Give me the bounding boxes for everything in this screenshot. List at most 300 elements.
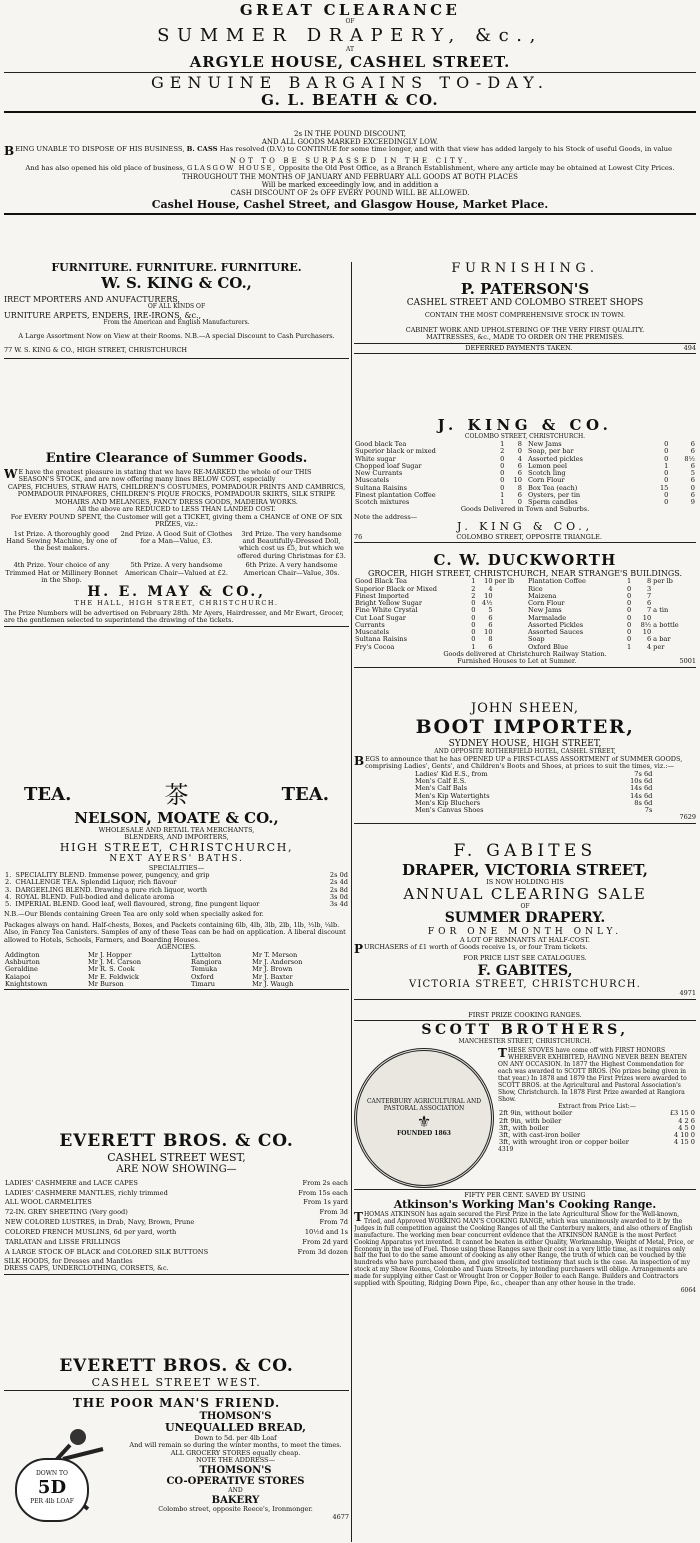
duck-price-cell [652,593,696,600]
duck-price-cell: Corn Flour [528,600,565,608]
duck-price-cell: 4 [646,643,652,651]
cass-l8: CASH DISCOUNT OF 2s OFF EVERY POUND WILL BE ALLOWED. [230,188,470,197]
duck-price-cell: 0 [626,592,632,600]
sheen-item-cell: 14s 6d [630,792,653,800]
duck-price-cell: 6 [488,643,493,651]
duck-price-cell [652,615,696,622]
sheen-item [414,778,653,785]
duck-price-cell: per lb [494,578,515,586]
sheen-num: 7629 [679,813,696,822]
agency-row-cell: Mr J. Baxter [252,973,293,981]
jking-price-cell: 9 [690,499,695,507]
duck-price-cell: Good Black Tea [355,578,407,586]
jking-price-cell: 0 [690,484,695,492]
seal-icon: ⚜ [416,1111,432,1131]
duck-price-cell: 10 [484,578,493,586]
everett-name2: EVERETT BROS. & CO. [59,1357,294,1376]
everett-item-cell: From 1s yard [303,1198,348,1207]
agency-row-cell: Mr E. Feldwick [87,973,139,981]
tea-agencies-table [4,952,349,988]
jking-price-cell: 0 [664,470,669,478]
everett-item-cell: LADIES' CASHMERE and LACE CAPES [5,1178,138,1187]
duck-price-cell: Plantation Coffee [528,578,586,586]
jking-price [354,492,523,499]
association-seal [354,1048,494,1188]
duck-price-cell [494,586,523,593]
jking-price-cell: Assorted pickles [528,455,583,463]
tea-item-cell: 1. [5,872,12,880]
agency-row [4,966,349,973]
sheen-l2: BOOT IMPORTER, [415,715,635,738]
may-p3: All the above are REDUCED to LESS THAN LANDED COST. [77,505,276,514]
duck-price-cell: 2 [471,585,476,593]
jking-price-cell: Lemon peel [528,462,567,470]
thomson-l10: BAKERY [211,1494,260,1506]
everett-item-cell: From 2d yard [302,1238,348,1247]
duck-price-cell: 5 [488,607,493,615]
tea-name: NELSON, MOATE & CO., [74,808,279,827]
tea-item [4,872,349,879]
tea-item-cell: ROYAL BLEND. Full-bodied and delicate aroma [15,893,175,901]
duck-price-cell: 1 [471,578,476,586]
gabites-ad: F. GABITES DRAPER, VICTORIA STREET, IS NOW HOLDING HIS ANNUAL CLEARING SALE OF SUMMER DRAPERY. FOR ONE MONTH ONLY. A LOT OF REMNANTS AT HALF-COST. PURCHASERS of £1 worth of Goods receive 1s, or four Tram tickets. FOR PRICE LIST SEE CATALOGUES. F. GABITES, VICTORIA STREET, CHRISTCHURCH. 4971 [354,842,696,1012]
king-l5: URNITURE ARPETS, ENDERS, IRE-IRONS, &c., [4,310,202,320]
sheen-item [414,800,653,807]
paterson-num: 494 [683,343,696,352]
jking-price-cell: Scotch ling [528,470,566,478]
jking-name: J. KING & CO. [437,417,613,434]
may-p4: For EVERY POUND SPENT, the Customer will get a TICKET, giving them a CHANCE of ONE OF SIX PRIZES, viz.: [10,512,343,529]
scott-price-cell: 4 15 0 [674,1139,695,1147]
gabites-l10: FOR PRICE LIST SEE CATALOGUES. [463,954,587,963]
tea-item-cell: IMPERIAL BLEND. Good leaf, well flavoured, strong, fine pungent liquor [15,901,260,909]
scott-price [498,1110,696,1117]
duck-price [354,607,523,614]
cass-ad: 2s IN THE POUND DISCOUNT, AND ALL GOODS MARKED EXCEEDINGLY LOW. BEING UNABLE TO DISPOSE OF HIS BUSINESS, B. CASS Has resolved (D.V.) to CONTINUE for some time longer, and with that view has added largely to his Stock of useful Goods, in value NOT TO BE SURPASSED IN THE CITY. And has also opened his old place of business, GLASGOW HOUSE, Opposite the Old Post Office, as a Branch Establishment, where any article may be obtained at Lowest City Prices. THROUGHOUT THE MONTHS OF JANUARY AND FEBRUARY ALL GOODS AT BOTH PLACES Will be marked exceedingly low, and in addition a CASH DISCOUNT OF 2s OFF EVERY POUND WILL BE ALLOWED. Cashel House, Cashel Street, and Glasgow House, Market Place. [4,130,696,260]
duck-price-cell: 0 [471,636,476,644]
duck-price-cell: 0 [626,636,632,644]
scott-price-cell: 2ft 9in, with boiler [499,1117,562,1125]
everett-ad [4,1132,349,1357]
agency-row-cell: Mr J. M. Carson [87,959,141,967]
thomson-l8: CO-OPERATIVE STORES [166,1476,305,1488]
duck-price-cell: a tin [653,607,669,615]
duck-price-cell: New Jams [528,607,562,615]
tea-nb: N.B.—Our Blends containing Green Tea are only sold when specially asked for. [4,910,264,919]
prize-5: 5th Prize. A very handsome American Chair—Valued at £2. [124,561,229,577]
jking-price-cell: Superior black or mixed [355,448,436,456]
beath-l3: SUMMER DRAPERY, &c., [157,25,543,47]
sheen-item-cell: Men's Calf Bals [415,785,468,793]
sheen-item-cell: Men's Canvas Shoes [415,807,484,815]
paterson-l6: MATTRESSES, &c., MADE TO ORDER ON THE PREMISES. [426,333,624,342]
sheen-item [414,793,653,800]
scott-price-table [498,1110,696,1146]
tea-item-cell: SPECIALITY BLEND. Immense power, pungency, and grip [15,872,210,880]
duck-price-cell [494,607,523,614]
atk-l2: Atkinson's Working Man's Cooking Range. [393,1198,657,1212]
agency-row-cell: Mr J. Hopper [87,951,132,959]
everett-item-cell: 10½d and 1s [304,1228,348,1237]
duck-price-cell: Rice [528,585,543,593]
duck-price-cell: Superior Black or Mixed [355,585,437,593]
jking-price [527,448,696,455]
everett-item-cell: From 7d [319,1218,348,1227]
duck-price-cell: 0 [471,614,476,622]
agency-row [4,974,349,981]
scott-top: FIRST PRIZE COOKING RANGES. [468,1012,582,1019]
everett-l3: SILK HOODS, for Dresses and Mantles [4,1256,133,1265]
duck-price-cell: 0 [471,600,476,608]
scott-price [498,1125,696,1132]
scott-price-cell: 3ft, with wrought iron or copper boiler [499,1139,629,1147]
jking-price [527,470,696,477]
atkinson-ad: FIFTY PER CENT. SAVED BY USING Atkinson's Working Man's Cooking Range. THOMAS ATKINSON has again secured the First Prize in the late Agricultural Show for the Well-known, Tried, and Approved WORKING MAN'S COOKING RANGE, which was unanimously awarded to it by the Judges in full competition against the Cooking Ranges of all the Canterbury makers, and also others of English manufacture. The working men bear concurrent evidence that the ATKINSON RANGE is the most Perfect Cooking Apparatus yet invented. It cannot be beaten in either Quality, Workmanship, Weight of Metal, Price, or Economy in the use of Fuel. Those using these Ranges save their cost in a very little time, as it requires only half the fuel to do the same amount of cooking as any other Range, the truth of which can be vouched by the hundreds who have purchased them, and give unsolicited testimony that such is the case. An inspection of my stock at my Show Rooms, Colombo and Tuam Streets, by intending purchasers will oblige. Arrangements are made for supplying either Cast or Wrought Iron or Copper Boiler to each Range. Builders and Contractors supplied with Spouting, Ridging Down Pipe, &c., cheaper than any other house in the trade. 6064 [354,1192,696,1294]
jking-price-cell: 0 [500,484,505,492]
loaf-l1: DOWN TO [36,1470,68,1477]
duck-price-cell: 0 [471,607,476,615]
everett-item-cell: 72-IN. GREY SHEETING (Very good) [5,1208,128,1217]
jking-price-cell: 0 [664,448,669,456]
tea-item-cell: 2s 8d [329,886,348,894]
everett-item-cell: From 3d dozen [297,1247,348,1256]
paterson-l3: CASHEL STREET AND COLOMBO STREET SHOPS [406,298,644,309]
agency-row [4,981,349,988]
duck-price-cell: 10 [484,629,493,637]
right-column [354,262,696,1542]
duck-price-cell: Maizena [528,592,557,600]
jking-price [354,456,523,463]
everett-item [4,1238,349,1248]
jking-price-cell: 0 [664,499,669,507]
duck-l3: Furnished Houses to Let at Sumner. [457,657,577,666]
duck-price-cell [652,600,696,607]
gabites-l3: IS NOW HOLDING HIS [486,877,564,886]
prize-6: 6th Prize. A very handsome American Chair—Value, 30s. [243,561,340,577]
beath-l1: GREAT CLEARANCE [239,2,461,19]
everett-item [4,1189,349,1199]
jking-price [354,477,523,484]
everett-item [4,1228,349,1238]
duck-price [527,593,696,600]
duck-price-cell: Marmalade [528,614,567,622]
scott-price-cell: 3ft, with boiler [499,1124,549,1132]
jking-addr2: COLOMBO STREET, OPPOSITE TRIANGLE. [456,532,602,541]
tea-item-cell: 3s 0d [329,893,348,901]
agency-row-cell: Mr J. Anderson [252,959,303,967]
gabites-l9: URCHASERS of £1 worth of Goods receive 1s, or four Tram tickets. [364,943,588,952]
agency-row-cell: Mr J. Waugh [252,980,294,988]
agency-row-cell: Mr R. S. Cook [87,966,135,974]
duck-price [354,586,523,593]
jking-ad [354,417,696,552]
jking-price [354,441,523,448]
gabites-l8: A LOT OF REMNANTS AT HALF-COST. [460,935,590,944]
duck-price-cell: 1 [471,643,476,651]
scott-price-cell: 4 10 0 [674,1132,695,1140]
jking-price-cell: 1 [500,499,505,507]
everett-item-cell: COLORED FRENCH MUSLINS, 6d per yard, worth [5,1228,177,1237]
sheen-items-table [414,771,653,815]
cass-l1: 2s IN THE POUND DISCOUNT, [294,130,406,138]
agency-row-cell: Knightstown [5,980,48,988]
agency-row-cell: Kaiapoi [5,973,31,981]
duck-price-cell: 1 [626,578,632,586]
left-column [4,262,349,1542]
cass-l7: Will be marked exceedingly low, and in addition a [261,180,439,189]
duck-price-cell: 10 [642,629,652,637]
duck-price-cell: 0 [471,629,476,637]
duck-price-cell [494,636,523,643]
beath-l4: AT [345,45,354,53]
jking-price [527,441,696,448]
duck-price-cell: 0 [626,621,632,629]
jking-price-cell: 0 [517,499,522,507]
duck-price-cell: 0 [626,607,632,615]
duck-price [354,636,523,643]
gabites-l5: OF [520,902,530,910]
scott-price [498,1132,696,1139]
duck-price-cell: 6 [488,621,493,629]
jking-price-cell: 0 [664,491,669,499]
jking-price-cell: Soap, per bar [528,448,574,456]
duck-name: C. W. DUCKWORTH [433,552,617,569]
duck-price [354,615,523,622]
paterson-l2: P. PATERSON'S [460,279,590,298]
everett-l5: CASHEL STREET WEST. [91,1375,262,1389]
king-l2: W. S. KING & CO., [101,273,252,292]
scott-price-cell: £3 15 0 [669,1110,695,1118]
tea-agents: AGENCIES. [157,943,196,952]
duck-price-cell: 4½ [481,600,493,608]
thomson-l7: THOMSON'S [199,1464,272,1476]
everett-item-cell: ALL WOOL CARMELITES [5,1198,92,1207]
tea-right: TEA. [281,784,329,806]
sheen-item [414,771,653,778]
agency-row [4,959,349,966]
agency-row-cell: Oxford [190,973,214,981]
jking-addr: COLOMBO STREET, CHRISTCHURCH. [464,433,586,441]
everett-item-cell: A LARGE STOCK OF BLACK and COLORED SILK BUTTONS [5,1247,209,1256]
prize-2: 2nd Prize. A Good Suit of Clothes for a Man—Value, £3. [120,529,233,546]
duck-price-cell: Sultana Raisins [355,636,408,644]
everett-item-cell: NEW COLORED LUSTRES, in Drab, Navy, Brown, Prune [5,1218,195,1227]
duck-price [527,607,696,614]
may-p1: E have the greatest pleasure in stating that we have RE-MARKED the whole of our THIS SEASON'S STOCK, and are now offering many lines BELOW COST, especially [18,467,312,484]
duck-price-cell: 6 [488,614,493,622]
agency-row-cell: Mr J. Brown [252,966,293,974]
duck-price-cell: Fine White Crystal [355,607,418,615]
scott-price-cell: 4 5 0 [678,1124,695,1132]
tea-spec: SPECIALITIES— [148,863,205,872]
everett-l1: CASHEL STREET WEST, [107,1150,246,1164]
king-l6: From the American and English Manufacturers. [103,319,250,327]
duck-price [527,622,696,629]
cass-l2: AND ALL GOODS MARKED EXCEEDINGLY LOW. [261,138,439,147]
jking-price-cell: 2 [500,448,505,456]
tea-left: TEA. [24,784,72,806]
duck-price-cell [494,615,523,622]
everett-l4: DRESS CAPS, UNDERCLOTHING, CORSETS, &c. [4,1264,169,1273]
thomson-l6: NOTE THE ADDRESS— [195,1456,276,1465]
duck-price-cell [494,622,523,629]
scott-price [498,1118,696,1125]
thomson-l11: Colombo street, opposite Reece's, Ironmonger. [158,1505,313,1514]
duck-price [354,622,523,629]
sheen-p: EGS to announce that he has OPENED UP a FIRST-CLASS ASSORTMENT of SUMMER GOODS, comprising Ladies', Gents', and Children's Boots and Shoes, at prices to suit the times, viz.:— [365,755,683,771]
jking-price-cell: New Currants [355,470,403,478]
jking-price-cell: 0 [664,441,669,449]
sheen-item [414,785,653,792]
everett-item [4,1218,349,1228]
sheen-item-cell: 7s [644,807,653,815]
duck-price-cell: 8 [488,636,493,644]
everett-item-cell: From 3d [319,1208,348,1217]
sheen-item-cell: 8s 6d [634,799,653,807]
jking-price-cell: White sugar [355,455,396,463]
jking-price-cell: 6 [690,462,695,470]
tea-item [4,887,349,894]
tea-item-cell: DARGEELING BLEND. Drawing a pure rich liquor, worth [15,886,208,894]
tea-item-cell: 2s 4d [329,879,348,887]
duck-price [527,600,696,607]
jking-price-cell: Muscatels [355,477,390,485]
scott-p: HESE STOVES have come off with FIRST HONORS WHEREVER EXHIBITED, HAVING NEVER BEEN BEATEN ON ANY OCCASION. In 1877 the Highest Commendation for each was awarded to SCOTT BROS. (No prizes being given in that year.) In 1878 and 1879 the First Prizes were awarded to SCOTT BROS. at the Agricultural and Pastoral Association's Show, Christchurch. In 1878 First Prize awarded at Rangiora Show. [498,1047,688,1103]
jking-price-cell: 5 [690,470,695,478]
jking-price-cell: 1 [500,441,505,449]
gabites-l12: VICTORIA STREET, CHRISTCHURCH. [408,978,642,990]
jking-price-cell: 6 [690,477,695,485]
prize-4: 4th Prize. Your choice of any Trimmed Hat or Millinery Bonnet in the Shop. [5,561,118,584]
duck-price [527,578,696,585]
agency-row [4,952,349,959]
duck-price-cell: per lb [653,578,673,586]
tea-l1: WHOLESALE AND RETAIL TEA MERCHANTS, [98,825,255,834]
everett-item [4,1179,349,1189]
duck-num: 5001 [679,657,696,666]
tea-l2: BLENDERS, AND IMPORTERS, [124,833,229,842]
duck-price-cell [652,586,696,593]
jking-price [527,463,696,470]
sheen-item [414,807,653,814]
gabites-l7: FOR ONE MONTH ONLY. [427,926,623,937]
everett2-ad [4,1357,349,1397]
tea-item-cell: CHALLENGE TEA. Splendid Liquor, rich flavour [15,879,177,887]
jking-num: 76 [354,532,363,541]
scott-price [498,1139,696,1146]
jking-price-cell: Corn Flour [528,477,565,485]
scott-name: SCOTT BROTHERS, [421,1022,629,1039]
jking-price-cell: 4 [517,455,522,463]
gabites-l2: DRAPER, VICTORIA STREET, [402,860,648,879]
duck-price-cell: Soap [528,636,545,644]
everett-l2: ARE NOW SHOWING— [116,1164,237,1176]
duck-price-cell: Currants [355,621,385,629]
agency-row-cell: Timaru [190,980,216,988]
sheen-l3: SYDNEY HOUSE, HIGH STREET, [448,738,602,749]
thomson-l4: And will remain so during the winter months, to meet the times. [129,1441,342,1450]
jking-price-cell: 0 [664,455,669,463]
everett-item [4,1208,349,1218]
jking-price-cell: 6 [690,448,695,456]
paterson-ad [354,262,696,417]
duck-left-table [354,578,523,651]
scott-num: 4319 [498,1145,514,1153]
jking-price [527,485,696,492]
everett-item-cell: From 2s each [302,1178,348,1187]
duck-price [354,593,523,600]
jking-price-cell: 15 [659,484,669,492]
cass-l5a: And has also opened his old place of business, [25,163,185,172]
may-p5: The Prize Numbers will be advertised on February 28th. Mr Ayers, Hairdresser, and Mr Ewart, Grocer, are the gentlemen selected to superintend the drawing of the tickets. [4,608,344,625]
jking-price-cell: 8 [517,484,522,492]
scott-price-cell: 4 2 6 [678,1117,695,1125]
paterson-l1: FURNISHING. [451,262,599,276]
jking-l1: Goods Delivered in Town and Suburbs. [460,505,590,514]
duck-price-cell: 1 [626,643,632,651]
scott-price-cell: 3ft, with cast-iron boiler [499,1132,581,1140]
sheen-l4: AND OPPOSITE ROTHERFIELD HOTEL, CASHEL STREET, [434,748,616,756]
atk-l1: FIFTY PER CENT. SAVED BY USING [464,1192,586,1199]
duck-price [354,629,523,636]
thomson-ad [4,1397,349,1542]
may-ad: Entire Clearance of Summer Goods. W E have the greatest pleasure in stating that we have RE-MARKED the whole of our THIS SEASON'S STOCK, and are now offering many lines BELOW COST, especially CAPES, FICHUES, STRAW HATS, CHILDREN'S COSTUMES, POMPADOUR PRINTS AND CAMBRICS, POMPADOUR PINAFORES, CHILDREN'S PIQUE FROCKS, POMPADOUR SKIRTS, SILK STRIPE MOHAIRS AND MELANGES, FANCY DRESS GOODS, MADEIRA WORKS. All the above are REDUCED to LESS THAN LANDED COST. For EVERY POUND SPENT, the Customer will get a TICKET, giving them a CHANCE of ONE OF SIX PRIZES, viz.: 1st Prize. A thoroughly good Hand Sewing Machine, by one of the best makers. 2nd Prize. A Good Suit of Clothes for a Man—Value, £3. 3rd Prize. The very handsome and Beautifully-Dressed Doll, which cost us £5, but which we offered during Christmas for £3. 4th Prize. Your choice of any Trimmed Hat or Millinery Bonnet in the Shop. 5th Prize. A very handsome American Chair—Valued at £2. 6th Prize. A very handsome American Chair—Value, 30s. H. E. MAY & CO., THE HALL, HIGH STREET, CHRISTCHURCH. The Prize Numbers will be advertised on February 28th. Mr Ayers, Hairdresser, and Mr Ewart, Grocer, are the gentlemen selected to superintend the drawing of the tickets. [4,452,349,782]
beath-l7: G. L. BEATH & CO. [261,91,439,110]
duck-price-cell [494,629,523,636]
sheen-item-cell: Men's Kip Watertights [415,792,490,800]
duckworth-ad [354,552,696,702]
jking-price-cell: Sperm candles [528,499,578,507]
agency-row-cell: Mr Burson [87,980,124,988]
jking-price-cell: Oysters, per tin [528,491,581,499]
tea-l3: HIGH STREET, CHRISTCHURCH, [59,840,294,854]
jking-name2: J. KING & CO., [457,520,593,534]
thomson-num: 4677 [332,1512,349,1521]
jking-price [527,477,696,484]
scott-extract: Extract from Price List:— [558,1102,636,1110]
jking-price [354,485,523,492]
two-column-body [4,262,696,1542]
prize-3: 3rd Prize. The very handsome and Beautifully-Dressed Doll, which cost us £5, but which we offered during Christmas for £3. [237,529,346,560]
duck-price-cell: Assorted Sauces [528,629,584,637]
jking-price-cell: 0 [500,455,505,463]
jking-price-cell: 0 [500,470,505,478]
gabites-l4: ANNUAL CLEARING SALE [403,885,647,904]
prize-1: 1st Prize. A thoroughly good Hand Sewing Machine, by one of the best makers. [6,529,117,553]
jking-l2: Note the address— [354,512,418,521]
duck-price [354,600,523,607]
jking-price-cell: 0 [664,477,669,485]
jking-price-cell: Scotch mixtures [355,499,410,507]
duck-price-cell: Bright Yellow Sugar [355,600,422,608]
jking-right-table [527,441,696,506]
thomson-l2: UNEQUALLED BREAD, [165,1421,306,1435]
jking-price-cell: 6 [517,470,522,478]
king-l1: FURNITURE. FURNITURE. FURNITURE. [51,262,302,274]
scott-ad: FIRST PRIZE COOKING RANGES. SCOTT BROTHERS, MANCHESTER STREET, CHRISTCHURCH. CANTERBURY AGRICULTURAL AND PASTORAL ASSOCIATION ⚜ FOUNDED 1863 THESE STOVES have come off with FIRST HONORS WHEREVER EXHIBITED, HAVING NEVER BEEN BEATEN ON ANY OCCASION. In 1877 the Highest Commendation for each was awarded to SCOTT BROS. (No prizes being given in that year.) In 1878 and 1879 the First Prizes were awarded to SCOTT BROS. at the Agricultural and Pastoral Association's Show, Christchurch. In 1878 First Prize awarded at Rangiora Show. Extract from Price List:— 2ft 9in, without boiler £3 15 0 2ft 9in, with boiler 4 2 6 3ft, with boiler 4 5 0 3ft, with cast-iron boiler 4 10 0 3ft, with wrought iron or copper boiler 4 15 0 4319 [354,1012,696,1192]
jking-price [527,456,696,463]
jking-price [354,463,523,470]
may-p2: CAPES, FICHUES, STRAW HATS, CHILDREN'S COSTUMES, POMPADOUR PRINTS AND CAMBRICS, POMPADOUR PINAFORES, CHILDREN'S PIQUE FROCKS, POMPADOUR SKIRTS, SILK STRIPE MOHAIRS AND MELANGES, FANCY DRESS GOODS, MADEIRA WORKS. [7,482,346,506]
tea-item [4,879,349,886]
duck-price-cell: 4 [488,585,493,593]
jking-left-table [354,441,523,506]
sheen-item-cell: 14s 6d [630,785,653,793]
thomson-l3: Down to 5d. per 4lb Loaf [194,1433,277,1442]
jking-price [527,492,696,499]
tea-item-cell: 3. [5,886,12,894]
sheen-ad: JOHN SHEEN, BOOT IMPORTER, SYDNEY HOUSE, HIGH STREET, AND OPPOSITE ROTHERFIELD HOTEL, CASHEL STREET, BEGS to announce that he has OPENED UP a FIRST-CLASS ASSORTMENT of SUMMER GOODS, comprising Ladies', Gents', and Children's Boots and Shoes, at prices to suit the times, viz.:— Ladies' Kid E.S., from 7s 6d Men's Calf E.S. 10s 6d Men's Calf Bals 14s 6d Men's Kip Watertights 14s 6d Men's Kip Bluchers 8s 6d Men's Canvas Shoes 7s 7629 [354,702,696,842]
